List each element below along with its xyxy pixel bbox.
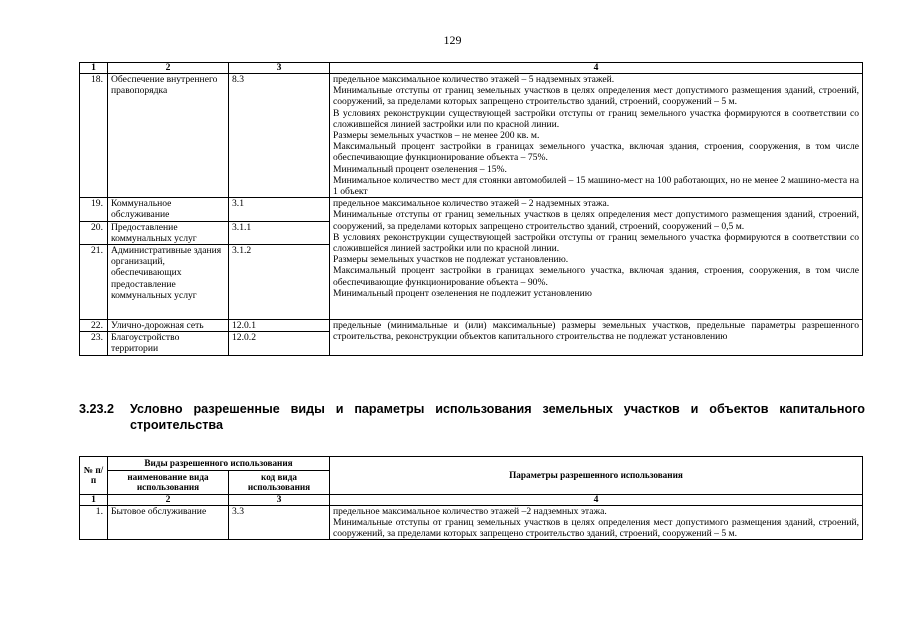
use-params <box>330 198 863 320</box>
row-number: 21. <box>80 245 108 320</box>
table-row <box>80 74 863 198</box>
header-group: Виды разрешенного использования <box>108 457 330 471</box>
use-name: Обеспечение внутреннего правопорядка <box>108 74 229 198</box>
header-row <box>80 457 863 471</box>
use-code: 3.1.2 <box>229 245 330 320</box>
use-params <box>330 505 863 540</box>
row-number: 23. <box>80 332 108 355</box>
param-line: предельное максимальное количество этажей – 2 надземных этажа. <box>333 198 610 210</box>
col-number-1: 1 <box>80 494 108 505</box>
param-line: Минимальное количество мест для стоянки автомобилей – 15 машино-мест на 100 работающих, но не менее 2 машино-места на 1 объект <box>333 174 859 198</box>
use-name: Коммунальное обслуживание <box>108 198 229 221</box>
conditional-uses-table <box>79 456 863 540</box>
param-line: В условиях реконструкции существующей застройки отступы от границ земельного участка формируются в соответствии со сложившейся линией застройки или по красной линии. <box>333 231 859 255</box>
param-line: Максимальный процент застройки в границах земельного участка, включая здания, строения, сооружения, в том числе обеспечивающие функционирование объекта – 75%. <box>333 141 859 164</box>
param-line: предельное максимальное количество этажей –2 надземных этажа. <box>333 505 607 517</box>
row-number: 20. <box>80 221 108 244</box>
permitted-uses-table <box>79 62 863 356</box>
page-number: 129 <box>443 33 462 47</box>
column-number-row <box>80 494 863 505</box>
use-code: 12.0.2 <box>229 332 330 355</box>
section-title: Условно разрешенные виды и параметры использования земельных участков и объектов капитального строительства <box>130 402 865 432</box>
param-line: Размеры земельных участков – не менее 200 кв. м. <box>333 130 540 142</box>
use-name: Благоустройство территории <box>108 332 229 355</box>
row-number: 22. <box>80 320 108 332</box>
param-line: В условиях реконструкции существующей застройки отступы от границ земельного участка формируются в соответствии со сложившейся линией застройки или по красной линии. <box>333 107 859 130</box>
param-line: Размеры земельных участков не подлежат установлению. <box>333 254 569 266</box>
header-params: Параметры разрешенного использования <box>330 457 863 495</box>
param-line: Минимальные отступы от границ земельных участков в целях определения мест допустимого размещения зданий, строений, сооружений, за пределами которых запрещено строительство зданий, строений, сооружений – 0,5 м. <box>333 209 859 232</box>
col-number-2: 2 <box>108 63 229 74</box>
param-line: Максимальный процент застройки в границах земельного участка, включая здания, строения, сооружения, в том числе обеспечивающие функционирование объекта – 90%. <box>333 265 859 288</box>
row-number: 19. <box>80 198 108 221</box>
col-number-2: 2 <box>108 494 229 505</box>
use-code: 3.1 <box>229 198 330 221</box>
use-code: 8.3 <box>229 74 330 198</box>
use-code: 3.3 <box>229 505 330 540</box>
param-line: Минимальные отступы от границ земельных участков в целях определения мест допустимого размещения зданий, строений, сооружений, за пределами которых запрещено строительство зданий, строений, сооружений – 5 м. <box>333 85 859 108</box>
use-name: Улично-дорожная сеть <box>108 320 229 332</box>
section-number: 3.23.2 <box>79 402 115 416</box>
row-number: 1. <box>80 505 108 540</box>
use-code: 3.1.1 <box>229 221 330 244</box>
header-name: наименование вида использования <box>108 470 229 494</box>
column-number-row <box>80 63 863 74</box>
header-code: код вида использования <box>229 470 330 494</box>
param-line: Минимальный процент озеленения – 15%. <box>333 163 507 175</box>
row-number: 18. <box>80 74 108 198</box>
col-number-4: 4 <box>330 63 863 74</box>
use-code: 12.0.1 <box>229 320 330 332</box>
use-name: Бытовое обслуживание <box>108 505 229 540</box>
col-number-3: 3 <box>229 63 330 74</box>
use-params: предельные (минимальные и (или) максимальные) размеры земельных участков, предельные параметры разрешенного строительства, реконструкции объектов капитального строительства не подлежат установлению <box>330 320 863 356</box>
table-row <box>80 505 863 540</box>
param-line: Минимальные отступы от границ земельных участков в целях определения мест допустимого размещения зданий, строений, сооружений, за пределами которых запрещено строительство зданий, строений, сооружений – 5 м. <box>333 516 859 539</box>
col-number-4: 4 <box>330 494 863 505</box>
param-line: Минимальный процент озеленения не подлежит установлению <box>333 287 592 299</box>
table-row <box>80 198 863 221</box>
param-line: предельное максимальное количество этажей – 5 надземных этажей. <box>333 74 615 85</box>
use-name: Административные здания организаций, обеспечивающих предоставление коммунальных услуг <box>108 245 229 320</box>
use-params <box>330 74 863 198</box>
use-name: Предоставление коммунальных услуг <box>108 221 229 244</box>
col-number-3: 3 <box>229 494 330 505</box>
col-number-1: 1 <box>80 63 108 74</box>
table-row <box>80 320 863 332</box>
header-num: № п/п <box>80 457 108 495</box>
